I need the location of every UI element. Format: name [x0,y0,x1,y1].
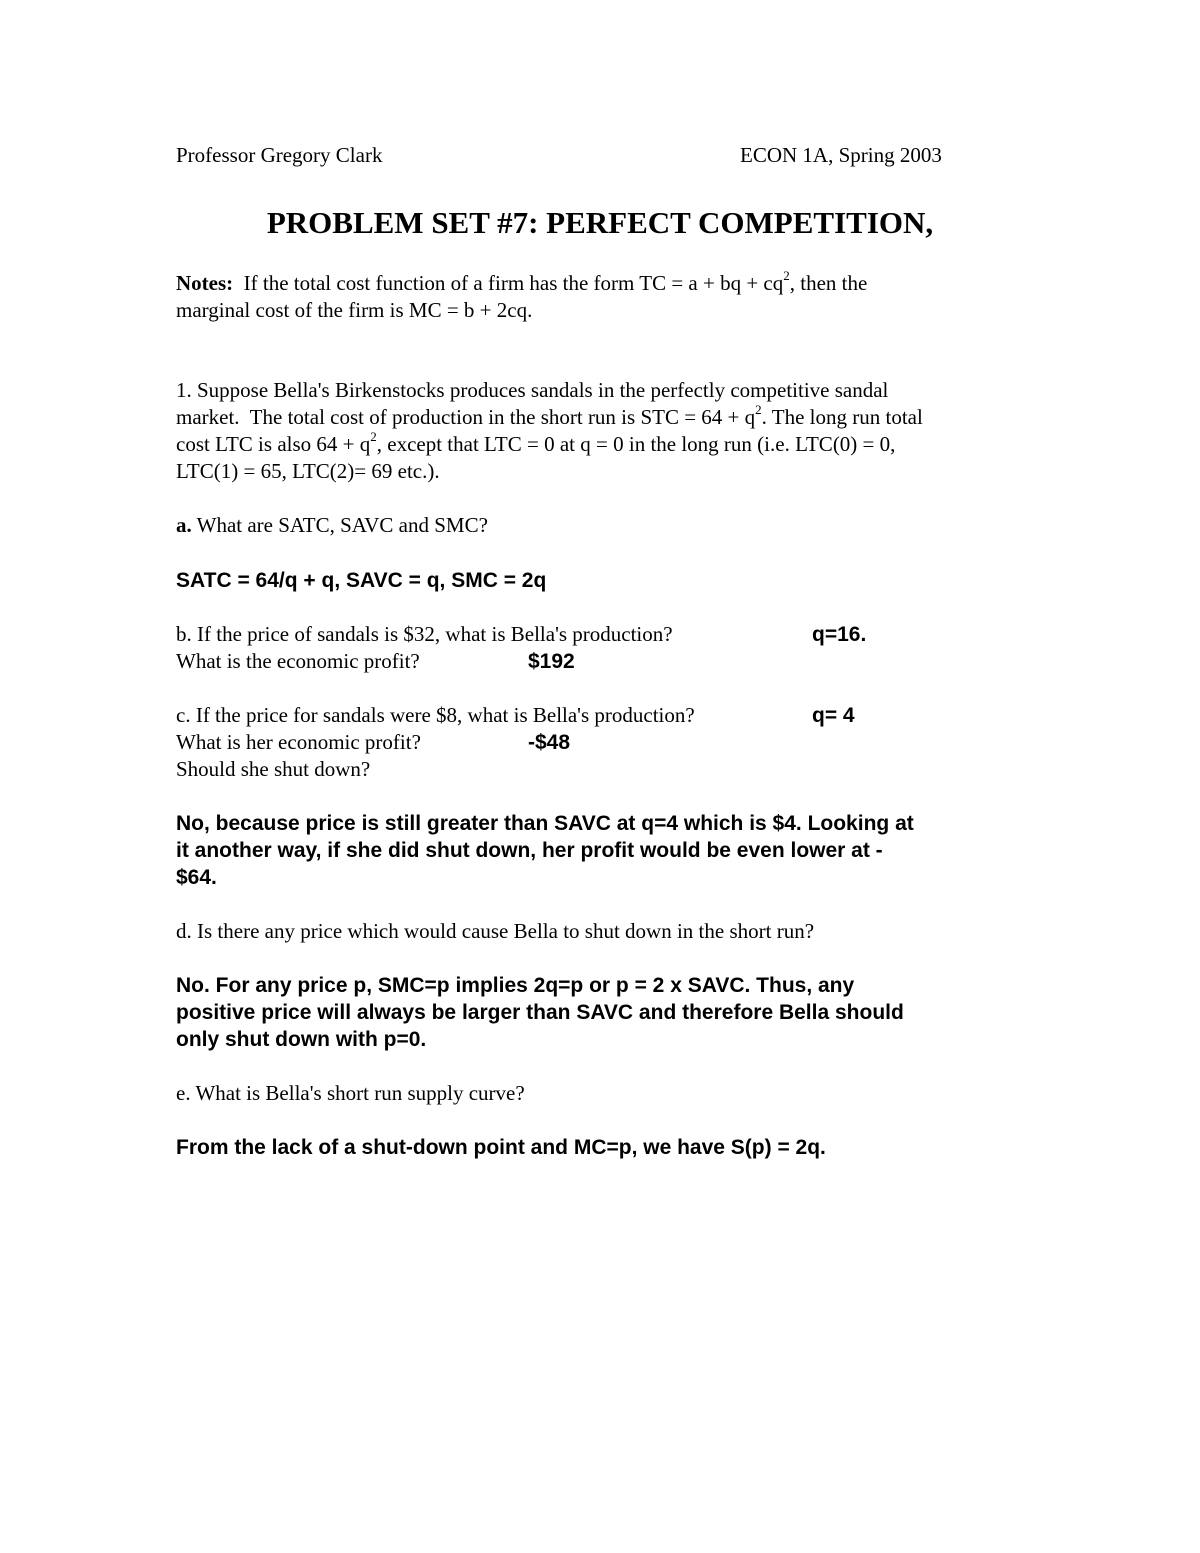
part-a-label: a. [176,513,192,537]
part-c [176,702,1036,783]
part-d-question: d. Is there any price which would cause Bella to shut down in the short run? [176,919,815,943]
problem-line-1: 1. Suppose Bella's Birkenstocks produces sandals in the perfectly competitive sandal [176,378,889,402]
part-d-answer-line-3: only shut down with p=0. [176,1028,427,1051]
problem-line-3 [176,431,1036,458]
part-b-row-2 [176,648,1036,675]
professor-name: Professor Gregory Clark [176,143,383,167]
part-c-row-3 [176,756,1036,783]
problem-1-statement [176,377,1036,485]
part-d-answer-line-2: positive price will always be larger than SAVC and therefore Bella should [176,1001,904,1024]
problem-line-4: LTC(1) = 65, LTC(2)= 69 etc.). [176,459,440,483]
part-c-answer-line-2: it another way, if she did shut down, her profit would be even lower at - [176,839,883,862]
part-b-answer-1: q=16. [812,623,867,646]
part-c-row-2 [176,729,1036,756]
notes-line-1 [176,270,1036,297]
problem-line-2 [176,404,1036,431]
part-b [176,621,1036,675]
part-b-answer-2: $192 [528,650,575,673]
part-e-question: e. What is Bella's short run supply curve? [176,1081,525,1105]
part-d-answer-line-1: No. For any price p, SMC=p implies 2q=p or p = 2 x SAVC. Thus, any [176,974,855,997]
part-c-answer-2: -$48 [528,731,571,754]
part-c-question-3: Should she shut down? [176,757,371,781]
notes-text: If the total cost function of a firm has the form TC = a + bq + cq [233,271,784,295]
part-d-answer [176,972,1036,1053]
superscript: 2 [755,402,762,417]
page-header [176,142,976,169]
part-c-answer-1: q= 4 [812,704,855,727]
notes-section [176,270,1036,324]
notes-line-2: marginal cost of the firm is MC = b + 2cq. [176,298,533,322]
part-a-question [176,512,1036,539]
part-e-answer: From the lack of a shut-down point and MC=p, we have S(p) = 2q. [176,1136,826,1159]
notes-label: Notes: [176,271,234,295]
part-c-question-2: What is her economic profit? [176,730,421,754]
part-a-question-text: What are SATC, SAVC and SMC? [191,513,488,537]
part-a-answer: SATC = 64/q + q, SAVC = q, SMC = 2q [176,569,547,592]
part-c-question-1: c. If the price for sandals were $8, what is Bella's production? [176,703,695,727]
problem-line-3-end: , except that LTC = 0 at q = 0 in the long run (i.e. LTC(0) = 0, [376,432,896,456]
page-title: PROBLEM SET #7: PERFECT COMPETITION, [266,205,934,240]
part-c-answer-line-1: No, because price is still greater than SAVC at q=4 which is $4. Looking at [176,812,914,835]
part-b-row-1 [176,621,1036,648]
part-b-question-2: What is the economic profit? [176,649,420,673]
part-c-answer [176,810,1036,891]
superscript: 2 [783,268,790,283]
course-term: ECON 1A, Spring 2003 [740,143,942,167]
superscript: 2 [370,429,377,444]
problem-line-2-end: . The long run total [761,405,923,429]
part-c-answer-line-3: $64. [176,866,217,889]
problem-line-3-text: cost LTC is also 64 + q [176,432,371,456]
part-c-row-1 [176,702,1036,729]
part-b-question-1: b. If the price of sandals is $32, what is Bella's production? [176,622,673,646]
problem-line-2-text: market. The total cost of production in the short run is STC = 64 + q [176,405,756,429]
notes-text-end: , then the [789,271,868,295]
